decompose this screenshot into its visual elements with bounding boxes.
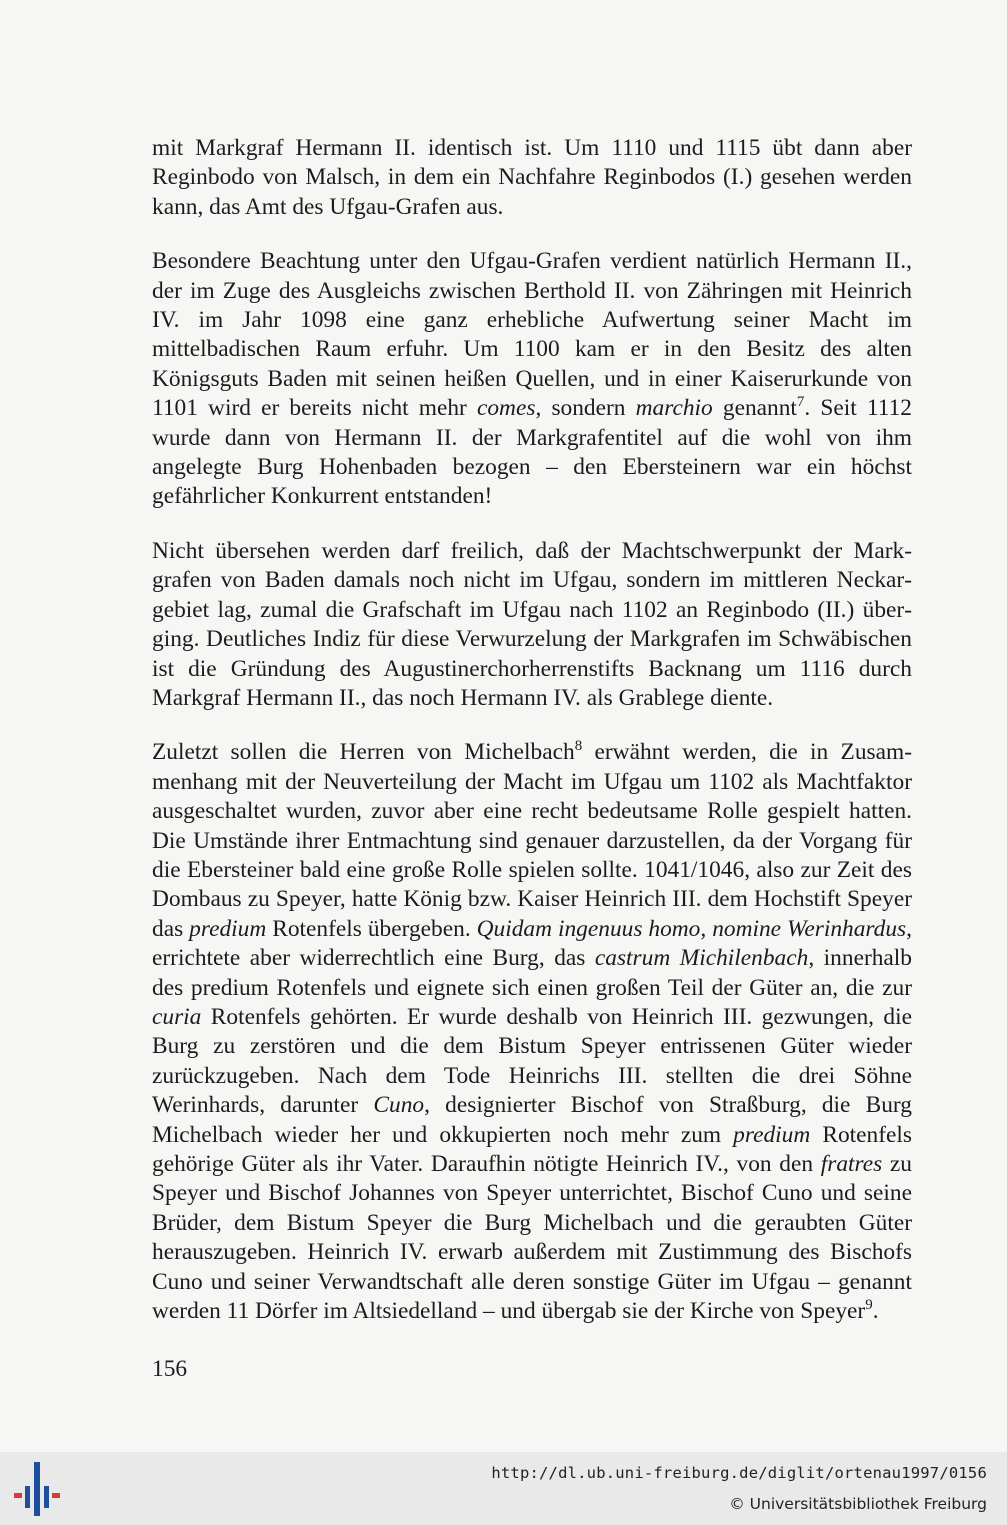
text-run: Rotenfels gehörige Güter als ihr Vater. Daraufhin nötigte Heinrich IV., von den (152, 1121, 912, 1177)
permalink-url[interactable]: http://dl.ub.uni-freiburg.de/diglit/ortenau1997/0156 (491, 1464, 987, 1482)
text-run: , designierter Bischof von Straßburg, die Burg Michelbach wieder her und okkupierten noch mehr zum (152, 1092, 912, 1148)
italic-term: castrum Michilenbach (594, 945, 809, 972)
footnote-ref: 9 (865, 1297, 873, 1314)
text-run: . (872, 1298, 879, 1325)
italic-term: Cuno (373, 1092, 425, 1119)
italic-term: predium (733, 1121, 811, 1148)
paragraph (152, 738, 912, 1326)
paragraph (152, 247, 912, 512)
footnote-ref: 7 (796, 394, 805, 411)
text-run: Rotenfels übergeben. (266, 915, 477, 942)
body-text (152, 134, 912, 1351)
text-run: , errichtete aber widerrechtlich eine Burg, das (152, 915, 913, 972)
italic-term: predium (189, 915, 267, 942)
page-number: 156 (152, 1356, 188, 1382)
text-run: erwähnt werden, die in Zusammenhang mit der Neuverteilung der Macht im Ufgau um 1102 als Machtfaktor ausgeschaltet wurden, zuvor aber eine recht bedeutsame Rolle gespielt hatten. Die Umstände ihrer Entmachtung sind genauer darzustellen, da der Vorgang für die Ebersteiner bald eine große Rolle spielen sollte. 1041/1046, also zur Zeit des Dombaus zu Speyer, hatte König bzw. Kaiser Heinrich III. dem Hochstift Speyer das (152, 739, 913, 942)
text-run: zu Speyer und Bischof Johannes von Speyer unterrichtet, Bischof Cuno und seine Brüder, dem Bistum Speyer die Burg Michelbach und die geraubten Güter herauszugeben. Heinrich IV. erwarb außerdem mit Zustimmung des Bischofs Cuno und seiner Verwandtschaft alle deren sonstige Güter im Ufgau – genannt werden 11 Dörfer im Altsiedelland – und übergab sie der Kirche von Speyer (152, 1151, 912, 1325)
text-run: Rotenfels gehörten. Er wurde deshalb von Heinrich III. gezwungen, die Burg zu zerstören und die dem Bistum Speyer entrissenen Güter wieder zurückzugeben. Nach dem Tode Heinrichs III. stellten die drei Söhne Werinhards, darunter (152, 1003, 912, 1119)
paragraph (152, 134, 912, 222)
viewer-footer (0, 1452, 1007, 1525)
italic-term: fratres (820, 1151, 883, 1177)
italic-term: Quidam ingenuus homo, nomine Werinhardus (476, 915, 907, 942)
italic-term: comes (476, 395, 536, 422)
text-run: Nicht übersehen werden darf freilich, daß der Machtschwerpunkt der Markgrafen von Baden damals noch nicht im Ufgau, sondern im mittleren Neckargebiet lag, zumal die Grafschaft im Ufgau nach 1102 an Reginbodo (II.) überging. Deutliches Indiz für diese Verwurzelung der Markgrafen im Schwäbischen ist die Gründung des Augustinerchorherrenstifts Backnang um 1116 durch Markgraf Hermann II., das noch Hermann IV. als Grablege diente. (152, 537, 912, 711)
text-run: mit Markgraf Hermann II. identisch ist. Um 1110 und 1115 übt dann aber Reginbodo von Malsch, in dem ein Nachfahre Reginbodos (I.) gesehen werden kann, das Amt des Ufgau-Grafen aus. (152, 135, 912, 220)
text-run: , innerhalb des predium Rotenfels und eignete sich einen großen Teil der Güter an, die zur (152, 945, 913, 1001)
text-run: genannt (712, 395, 797, 422)
copyright-notice: © Universitätsbibliothek Freiburg (729, 1495, 987, 1513)
text-run: , sondern (535, 395, 636, 422)
library-logo-icon[interactable] (12, 1460, 64, 1518)
footnote-ref: 8 (574, 738, 583, 755)
italic-term: curia (152, 1003, 202, 1030)
paragraph (152, 537, 912, 713)
italic-term: marchio (635, 395, 713, 422)
text-run: . Seit 1112 wurde dann von Hermann II. der Markgrafentitel auf die wohl von ihm angelegte Burg Hohenbaden bezogen – den Ebersteinern war ein höchst gefährlicher Konkurrent entstanden! (152, 395, 912, 510)
text-run: Zuletzt sollen die Herren von Michelbach (152, 739, 575, 766)
text-run: Besondere Beachtung unter den Ufgau-Grafen verdient natürlich Hermann II., der im Zuge des Ausgleichs zwischen Berthold II. von Zähringen mit Heinrich IV. im Jahr 1098 eine ganz erhebliche Aufwertung seiner Macht im mittelbadischen Raum erfuhr. Um 1100 kam er in den Besitz des alten Königsguts Baden mit seinen heißen Quellen, und in einer Kaiserurkunde von 1101 wird er bereits nicht mehr (152, 248, 912, 422)
